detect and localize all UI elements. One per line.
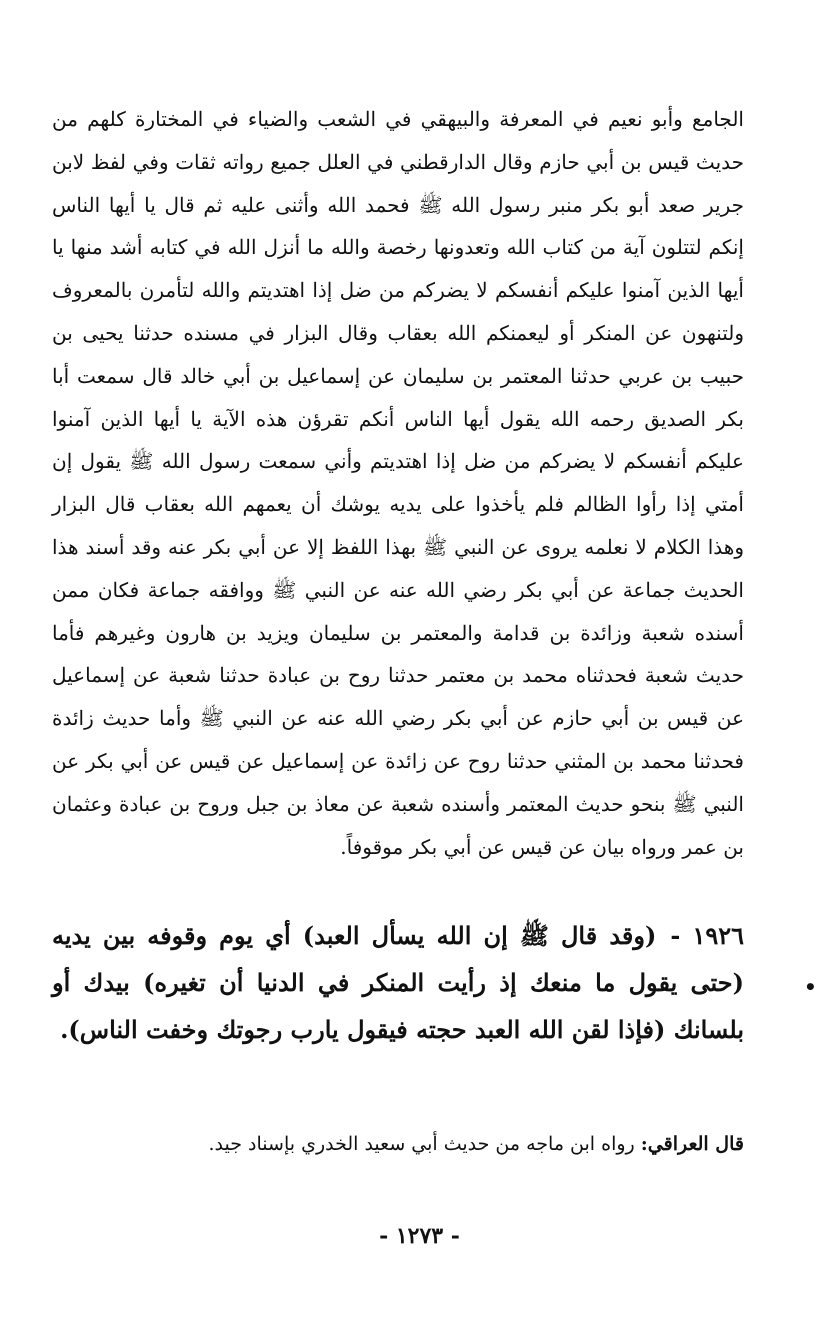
commentary-text: رواه ابن ماجه من حديث أبي سعيد الخدري بإسناد جيد. (208, 1133, 635, 1155)
body-paragraph: الجامع وأبو نعيم في المعرفة والبيهقي في الشعب والضياء في المختارة كلهم من حديث قيس بن أبي حازم وقال الدارقطني في العلل جميع رواته ثقات وفي لفظ لابن جرير صعد أبو بكر منبر رسول الله ﷺ فحمد الله وأثنى عليه ثم قال يا أيها الناس إنكم لتتلون آية من كتاب الله وتعدونها رخصة والله ما أنزل الله في كتابه أشد منها يا أيها الذين آمنوا عليكم أنفسكم لا يضركم من ضل إذا اهتديتم والله لتأمرن بالمعروف ولتنهون عن المنكر أو ليعمنكم الله بعقاب وقال البزار في مسنده حدثنا يحيى بن حبيب بن عربي حدثنا المعتمر بن سليمان عن إسماعيل بن أبي خالد قال سمعت أبا بكر الصديق رحمه الله يقول أيها الناس أنكم تقرؤن هذه الآية يا أيها الذين آمنوا عليكم أنفسكم لا يضركم من ضل إذا اهتديتم وأني سمعت رسول الله ﷺ يقول إن أمتي إذا رأوا الظالم فلم يأخذوا على يديه يوشك أن يعمهم الله بعقاب قال البزار وهذا الكلام لا نعلمه يروى عن النبي ﷺ بهذا اللفظ إلا عن أبي بكر عنه وقد أسند هذا الحديث جماعة عن أبي بكر رضي الله عنه عن النبي ﷺ ووافقه جماعة فكان ممن أسنده شعبة وزائدة بن قدامة والمعتمر بن سليمان ويزيد بن هارون وغيرهم فأما حديث شعبة فحدثناه محمد بن معتمر حدثنا روح بن عبادة حدثنا شعبة عن إسماعيل عن قيس بن أبي حازم عن أبي بكر رضي الله عنه عن النبي ﷺ وأما حديث زائدة فحدثنا محمد بن المثني حدثنا روح عن زائدة عن إسماعيل عن قيس عن أبي بكر عن النبي ﷺ بنحو حديث المعتمر وأسنده شعبة عن معاذ بن جبل وروح بن عبادة وعثمان بن عمر ورواه بيان عن قيس عن أبي بكر موقوفاً. (52, 107, 744, 859)
commentary-paragraph (52, 1126, 744, 1162)
margin-bullet: • (804, 975, 817, 999)
page-number: - ١٢٧٣ - (379, 1223, 460, 1249)
hadith-number: ١٩٢٦ - (670, 921, 744, 950)
commentary-speaker: قال العراقي: (640, 1133, 744, 1155)
hadith-paragraph (52, 912, 744, 1053)
hadith-text: (وقد قال ﷺ إن الله يسأل العبد) أي يوم وقوفه بين يديه (حتى يقول ما منعك إذ رأيت المنكر في الدنيا أن تغيره) بيدك أو بلسانك (فإذا لقن الله العبد حجته فيقول يارب رجوتك وخفت الناس). (52, 921, 744, 1044)
